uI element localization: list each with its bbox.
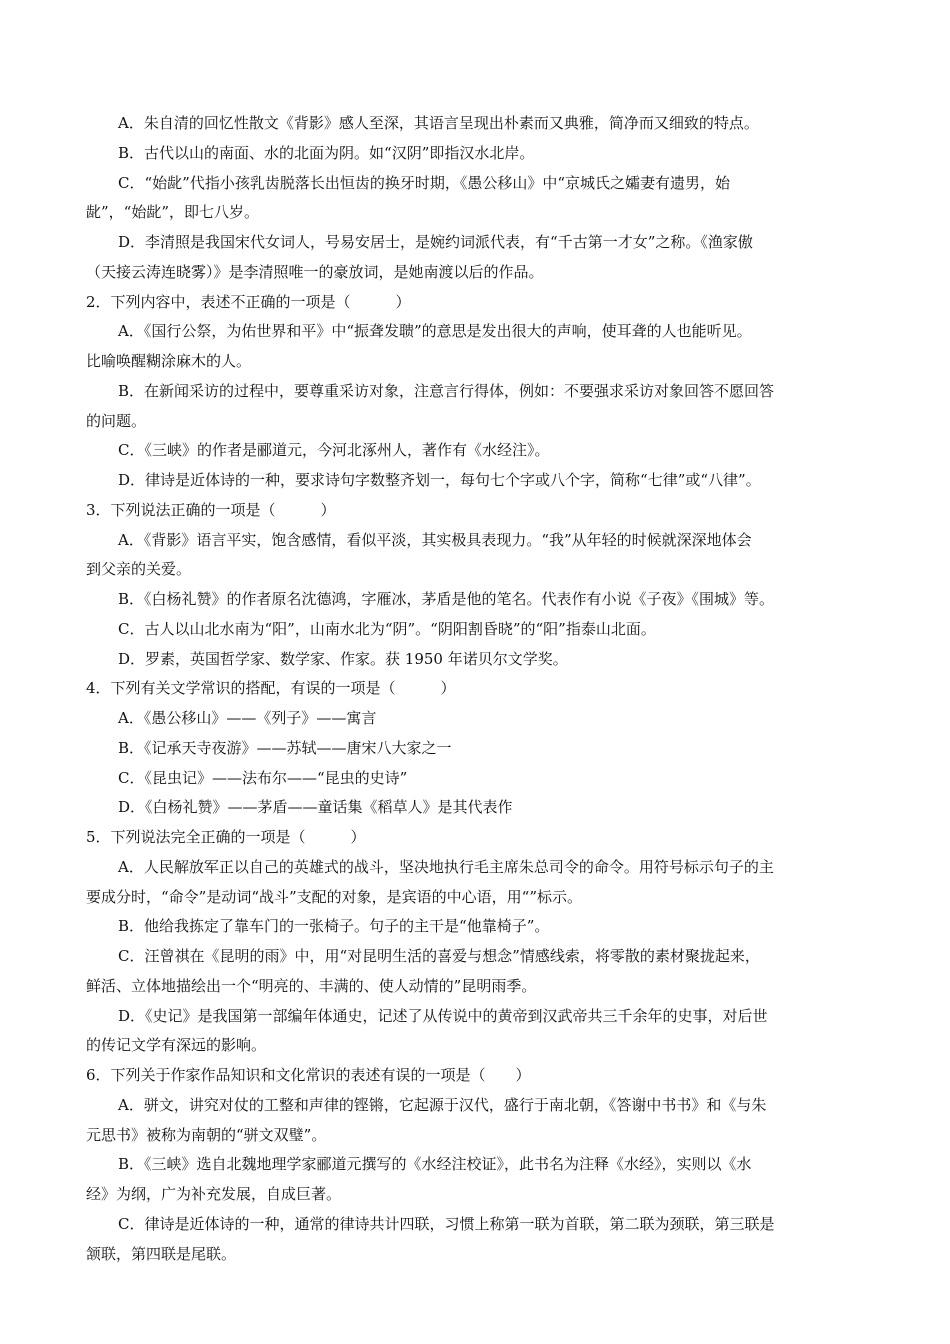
text-line: A．《愚公移山》——《列子》——寓言 [118, 709, 377, 727]
text-line: C．汪曾祺在《昆明的雨》中，用“对昆明生活的喜爱与想念”情感线索，将零散的素材聚拢起来， [118, 947, 760, 965]
text-line: C．律诗是近体诗的一种，通常的律诗共计四联，习惯上称第一联为首联，第二联为颈联，第三联是 [118, 1214, 775, 1233]
text-line: A．人民解放军正以自己的英雄式的战斗，坚决地执行毛主席朱总司令的命令。用符号标示句子的主 [118, 857, 774, 876]
text-line: 4．下列有关文学常识的搭配，有误的一项是（ ） [86, 679, 456, 698]
text-line: D．律诗是近体诗的一种，要求诗句字数整齐划一，每句七个字或八个字，简称“七律”或“八律”。 [118, 471, 761, 489]
text-line: D．李清照是我国宋代女词人，号易安居士，是婉约词派代表，有“千古第一才女”之称。《渔家傲 [118, 233, 753, 251]
text-line: 要成分时，“命令”是动词“战斗”支配的对象，是宾语的中心语，用“”标示。 [86, 887, 583, 906]
text-line: C．古人以山北水南为“阳”，山南水北为“阴”。“阴阳割昏晓”的“阳”指泰山北面。 [118, 619, 656, 638]
text-line: 龀”，“始龀”，即七八岁。 [86, 203, 260, 222]
text-line: A．朱自清的回忆性散文《背影》感人至深，其语言呈现出朴素而又典雅，简净而又细致的特点。 [118, 114, 759, 132]
text-line: B．在新闻采访的过程中，要尊重采访对象，注意言行得体，例如：不要强求采访对象回答不愿回答 [118, 381, 775, 400]
text-line: A．《国行公祭，为佑世界和平》中“振聋发聩”的意思是发出很大的声响，使耳聋的人也能听见。 [118, 322, 752, 341]
text-line: 6．下列关于作家作品知识和文化常识的表述有误的一项是（ ） [86, 1066, 531, 1084]
text-line: C．《昆虫记》——法布尔——“昆虫的史诗” [118, 768, 408, 787]
text-line: 的问题。 [86, 411, 147, 430]
text-line: C．《三峡》的作者是郦道元，今河北涿州人，著作有《水经注》。 [118, 441, 550, 460]
text-line: 颔联，第四联是尾联。 [86, 1244, 237, 1263]
text-line: 经》为纲，广为补充发展，自成巨著。 [86, 1185, 342, 1203]
text-line: B．《三峡》选自北魏地理学家郦道元撰写的《水经注校证》，此书名为注释《水经》，实则以《水 [118, 1155, 752, 1174]
text-line: B．他给我拣定了靠车门的一张椅子。句子的主干是“他靠椅子”。 [118, 917, 550, 936]
text-line: A．《背影》语言平实，饱含感情，看似平淡，其实极具表现力。“我”从年轻的时候就深深地体会 [118, 530, 752, 549]
text-line: 2．下列内容中，表述不正确的一项是（ ） [86, 292, 411, 311]
text-line: 5．下列说法完全正确的一项是（ ） [86, 828, 366, 846]
text-line: 到父亲的关爱。 [86, 560, 192, 579]
text-line: B．《白杨礼赞》的作者原名沈德鸿，字雁冰，茅盾是他的笔名。代表作有小说《子夜》《围城》等。 [118, 590, 775, 608]
text-line: 比喻唤醒糊涂麻木的人。 [86, 352, 252, 370]
text-line: D．《史记》是我国第一部编年体通史，记述了从传说中的黄帝到汉武帝共三千余年的史事，对后世 [118, 1006, 768, 1025]
text-line: 的传记文学有深远的影响。 [86, 1036, 267, 1055]
text-line: A．骈文，讲究对仗的工整和声律的铿锵，它起源于汉代，盛行于南北朝，《答谢中书书》和《与朱 [118, 1095, 767, 1114]
text-line: C．“始龀”代指小孩乳齿脱落长出恒齿的换牙时期，《愚公移山》中“京城氏之孀妻有遗男，始 [118, 173, 730, 192]
text-line: B．古代以山的南面、水的北面为阴。如“汉阴”即指汉水北岸。 [118, 143, 535, 162]
text-line: B．《记承天寺夜游》——苏轼——唐宋八大家之一 [118, 738, 452, 757]
text-line: D．罗素，英国哲学家、数学家、作家。获 1950 年诺贝尔文学奖。 [118, 649, 568, 668]
text-line: D．《白杨礼赞》——茅盾——童话集《稻草人》是其代表作 [118, 798, 513, 817]
text-line: （天接云涛连晓雾）》是李清照唯一的豪放词，是她南渡以后的作品。 [86, 262, 544, 281]
text-line: 3．下列说法正确的一项是（ ） [86, 500, 336, 519]
text-line: 鲜活、立体地描绘出一个“明亮的、丰满的、使人动情的”昆明雨季。 [86, 976, 537, 995]
text-line: 元思书》被称为南朝的“骈文双璧”。 [86, 1125, 327, 1144]
